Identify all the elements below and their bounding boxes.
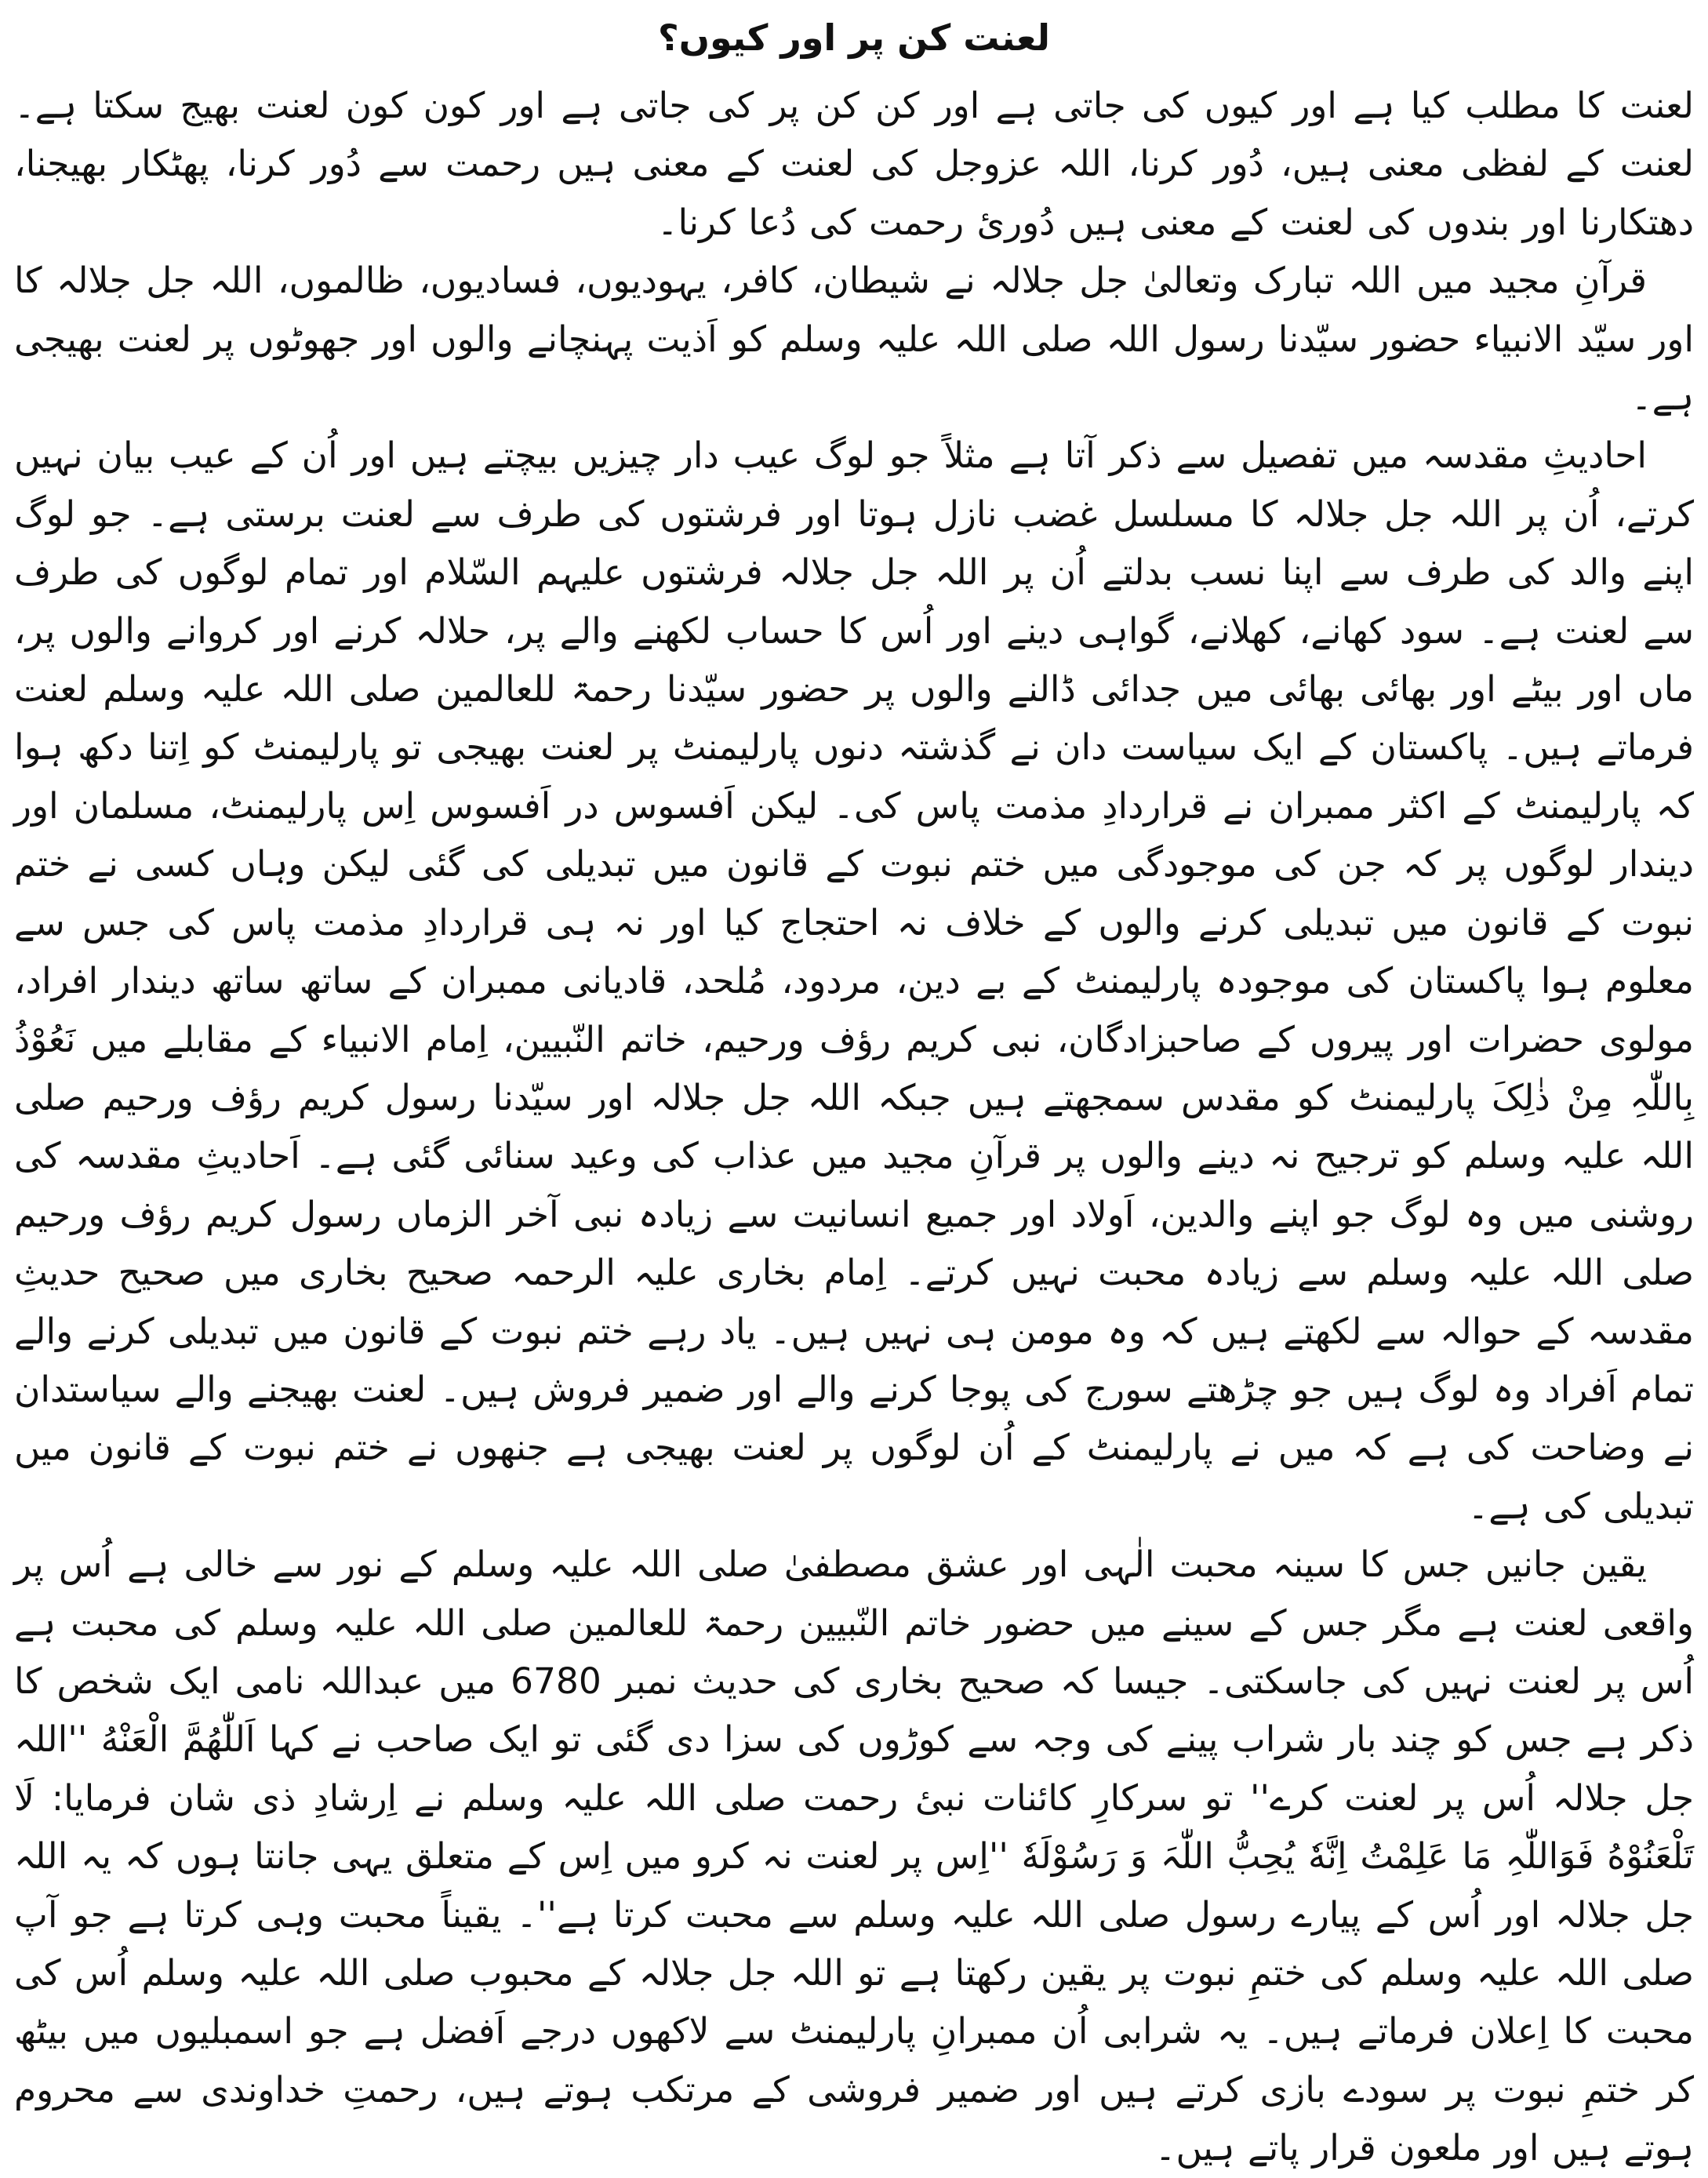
paragraph-conclusion: یقین جانیں جس کا سینہ محبت الٰہی اور عشق مصطفیٰ صلی اللہ علیہ وسلم کے نور سے خالی ہے اُس پر واقعی لعنت ہے مگر جس کے سینے میں حضور خاتم النّبیین رحمۃ للعالمین صلی اللہ علیہ وسلم کی محبت ہے اُس پر لعنت نہیں کی جاسکتی۔ جیسا کہ صحیح بخاری کی حدیث نمبر 6780 میں عبداللہ نامی ایک شخص کا ذکر ہے جس کو چند بار شراب پینے کی وجہ سے کوڑوں کی سزا دی گئی تو ایک صاحب نے کہا اَللّٰھُمَّ الْعَنْهُ ''اللہ جل جلالہ اُس پر لعنت کرے'' تو سرکارِ کائنات نبیٔ رحمت صلی اللہ علیہ وسلم نے اِرشادِ ذی شان فرمایا: لَا تَلْعَنُوْهُ فَوَاللّٰہِ مَا عَلِمْتُ اِنَّهٗ یُحِبُّ اللّٰہَ وَ رَسُوْلَهٗ ''اِس پر لعنت نہ کرو میں اِس کے متعلق یہی جانتا ہوں کہ یہ اللہ جل جلالہ اور اُس کے پیارے رسول صلی اللہ علیہ وسلم سے محبت کرتا ہے''۔ یقیناً محبت وہی کرتا ہے جو آپ صلی اللہ علیہ وسلم کی ختمِ نبوت پر یقین رکھتا ہے تو اللہ جل جلالہ کے محبوب صلی اللہ علیہ وسلم اُس کی محبت کا اِعلان فرماتے ہیں۔ یہ شرابی اُن ممبرانِ پارلیمنٹ سے لاکھوں درجے اَفضل ہے جو اسمبلیوں میں بیٹھ کر ختمِ نبوت پر سودے بازی کرتے ہیں اور ضمیر فروشی کے مرتکب ہوتے ہیں، رحمتِ خداوندی سے محروم ہوتے ہیں اور ملعون قرار پاتے ہیں۔ [14,1544,1694,2169]
paragraph-quran: قرآنِ مجید میں اللہ تبارک وتعالیٰ جل جلالہ نے شیطان، کافر، یہودیوں، فسادیوں، ظالموں، اللہ جل جلالہ کا اور سیّد الانبیاء حضور سیّدنا رسول اللہ صلی اللہ علیہ وسلم کو اَذیت پہنچانے والوں اور جھوٹوں پر لعنت بھیجی ہے۔ [14,260,1694,419]
article-body [14,77,1694,2178]
paragraph-definition: لعنت کا مطلب کیا ہے اور کیوں کی جاتی ہے اور کن کن پر کی جاتی ہے اور کون کون لعنت بھیج سکتا ہے۔ لعنت کے لفظی معنی ہیں، دُور کرنا، اللہ عزوجل کی لعنت کے معنی ہیں رحمت سے دُور کرنا، پھٹکار بھیجنا، دھتکارنا اور بندوں کی لعنت کے معنی ہیں دُوریٔ رحمت کی دُعا کرنا۔ [14,85,1694,243]
paragraph-hadith-parliament: احادیثِ مقدسہ میں تفصیل سے ذکر آتا ہے مثلاً جو لوگ عیب دار چیزیں بیچتے ہیں اور اُن کے عیب بیان نہیں کرتے، اُن پر اللہ جل جلالہ کا مسلسل غضب نازل ہوتا اور فرشتوں کی طرف سے لعنت برستی ہے۔ جو لوگ اپنے والد کی طرف سے اپنا نسب بدلتے اُن پر اللہ جل جلالہ فرشتوں علیہم السّلام اور تمام لوگوں کی طرف سے لعنت ہے۔ سود کھانے، کھلانے، گواہی دینے اور اُس کا حساب لکھنے والے پر، حلالہ کرنے اور کروانے والوں پر، ماں اور بیٹے اور بھائی بھائی میں جدائی ڈالنے والوں پر حضور سیّدنا رحمۃ للعالمین صلی اللہ علیہ وسلم لعنت فرماتے ہیں۔ پاکستان کے ایک سیاست دان نے گذشتہ دنوں پارلیمنٹ پر لعنت بھیجی تو پارلیمنٹ کو اِتنا دکھ ہوا کہ پارلیمنٹ کے اکثر ممبران نے قراردادِ مذمت پاس کی۔ لیکن اَفسوس در اَفسوس اِس پارلیمنٹ، مسلمان اور دیندار لوگوں پر کہ جن کی موجودگی میں ختم نبوت کے قانون میں تبدیلی کی گئی لیکن وہاں کسی نے ختم نبوت کے قانون میں تبدیلی کرنے والوں کے خلاف نہ احتجاج کیا اور نہ ہی قراردادِ مذمت پاس کی جس سے معلوم ہوا پاکستان کی موجودہ پارلیمنٹ کے بے دین، مردود، مُلحد، قادیانی ممبران کے ساتھ ساتھ دیندار افراد، مولوی حضرات اور پیروں کے صاحبزادگان، نبی کریم رؤف ورحیم، خاتم النّبیین، اِمام الانبیاء کے مقابلے میں نَعُوْذُ بِاللّٰہِ مِنْ ذٰلِکَ پارلیمنٹ کو مقدس سمجھتے ہیں جبکہ اللہ جل جلالہ اور سیّدنا رسول کریم رؤف ورحیم صلی اللہ علیہ وسلم کو ترجیح نہ دینے والوں پر قرآنِ مجید میں عذاب کی وعید سنائی گئی ہے۔ اَحادیثِ مقدسہ کی روشنی میں وہ لوگ جو اپنے والدین، اَولاد اور جمیع انسانیت سے زیادہ نبی آخر الزماں رسول کریم رؤف ورحیم صلی اللہ علیہ وسلم سے زیادہ محبت نہیں کرتے۔ اِمام بخاری علیہ الرحمہ صحیح بخاری میں صحیح حدیثِ مقدسہ کے حوالہ سے لکھتے ہیں کہ وہ مومن ہی نہیں ہیں۔ یاد رہے ختم نبوت کے قانون میں تبدیلی کرنے والے تمام اَفراد وہ لوگ ہیں جو چڑھتے سورج کی پوجا کرنے والے اور ضمیر فروش ہیں۔ لعنت بھیجنے والے سیاستدان نے وضاحت کی ہے کہ میں نے پارلیمنٹ کے اُن لوگوں پر لعنت بھیجی ہے جنھوں نے ختم نبوت کے قانون میں تبدیلی کی ہے۔ [14,435,1694,1527]
article-title: لعنت کن پر اور کیوں؟ [658,16,1050,59]
